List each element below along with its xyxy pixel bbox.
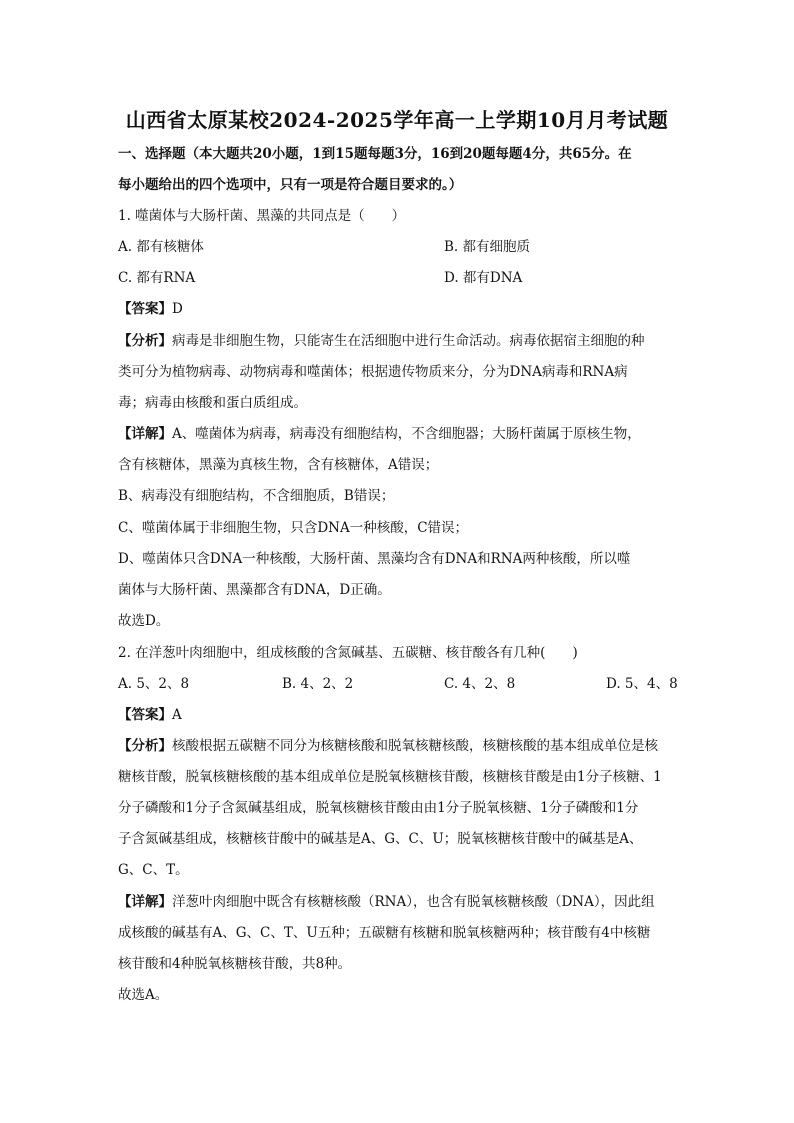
- question-2-analysis-line: 分子磷酸和1分子含氮碱基组成，脱氧核糖核苷酸由由1分子脱氧核糖、1分子磷酸和1分: [118, 800, 639, 816]
- analysis-text: 核酸根据五碳糖不同分为核糖核酸和脱氧核糖核酸，核糖核酸的基本组成单位是核: [172, 738, 658, 754]
- question-2-analysis-line: G、C、T。: [118, 862, 189, 878]
- question-1-detail-line: D、噬菌体只含DNA一种核酸，大肠杆菌、黑藻均含有DNA和RNA两种核酸，所以噬: [118, 551, 631, 567]
- analysis-tag: 【分析】: [118, 333, 172, 349]
- question-1-answer: [118, 299, 698, 319]
- question-1-detail-line: B、病毒没有细胞结构，不含细胞质，B错误；: [118, 488, 395, 504]
- answer-tag: 【答案】: [118, 301, 172, 317]
- question-1-detail-line: [118, 424, 698, 444]
- question-2-detail-line: 核苷酸和4种脱氧核糖核苷酸，共8种。: [118, 956, 352, 972]
- question-2-detail-line: [118, 892, 698, 912]
- detail-tag: 【详解】: [118, 894, 172, 910]
- question-2-detail-line: 成核酸的碱基有A、G、C、T、U五种；五碳糖有核糖和脱氧核糖两种；核苷酸有4中核糖: [118, 925, 651, 941]
- section-heading-line-1: 一、选择题（本大题共20小题，1到15题每题3分，16到20题每题4分，共65分。在: [118, 146, 632, 162]
- detail-text: A、噬菌体为病毒，病毒没有细胞结构，不含细胞器；大肠杆菌属于原核生物，: [172, 426, 641, 442]
- analysis-text: 病毒是非细胞生物，只能寄生在活细胞中进行生命活动。病毒依据宿主细胞的种: [172, 333, 645, 349]
- question-2-analysis-line: 子含氮碱基组成，核糖核苷酸中的碱基是A、G、C、U；脱氧核糖核苷酸中的碱基是A、: [118, 831, 643, 847]
- detail-tag: 【详解】: [118, 426, 172, 442]
- question-1-option-c: C. 都有RNA: [118, 270, 196, 286]
- question-1-stem: 1. 噬菌体与大肠杆菌、黑藻的共同点是（ ）: [118, 208, 406, 224]
- question-1-detail-line: 菌体与大肠杆菌、黑藻都含有DNA，D正确。: [118, 582, 391, 598]
- detail-text: 洋葱叶肉细胞中既含有核糖核酸（RNA），也含有脱氧核糖核酸（DNA），因此组: [172, 894, 655, 910]
- question-1-option-b: B. 都有细胞质: [444, 239, 531, 255]
- question-1-analysis-line: [118, 331, 698, 351]
- question-2-option-b: B. 4、2、2: [282, 676, 354, 692]
- answer-value: A: [172, 707, 182, 723]
- analysis-tag: 【分析】: [118, 738, 172, 754]
- question-2-stem: 2. 在洋葱叶肉细胞中，组成核酸的含氮碱基、五碳糖、核苷酸各有几种( ): [118, 645, 578, 661]
- question-2-answer: [118, 705, 698, 725]
- question-2-conclusion: 故选A。: [118, 987, 169, 1003]
- question-2-option-c: C. 4、2、8: [444, 676, 516, 692]
- page-title: 山西省太原某校2024-2025学年高一上学期10月月考试题: [125, 108, 669, 132]
- question-1-option-d: D. 都有DNA: [444, 270, 523, 286]
- answer-tag: 【答案】: [118, 707, 172, 723]
- question-1-analysis-line: 毒；病毒由核酸和蛋白质组成。: [118, 395, 307, 411]
- question-2-option-a: A. 5、2、8: [118, 676, 190, 692]
- question-1-detail-line: C、噬菌体属于非细胞生物，只含DNA一种核酸，C错误；: [118, 520, 469, 536]
- question-1-detail-line: 含有核糖体，黑藻为真核生物，含有核糖体，A错误；: [118, 457, 439, 473]
- question-2-analysis-line: [118, 736, 698, 756]
- question-2-option-d: D. 5、4、8: [606, 676, 678, 692]
- question-1-option-a: A. 都有核糖体: [118, 239, 204, 255]
- question-2-analysis-line: 糖核苷酸，脱氧核糖核酸的基本组成单位是脱氧核糖核苷酸，核糖核苷酸是由1分子核糖、1: [118, 769, 662, 785]
- section-heading-line-2: 每小题给出的四个选项中，只有一项是符合题目要求的。）: [118, 177, 463, 193]
- answer-value: D: [172, 301, 183, 317]
- question-1-analysis-line: 类可分为植物病毒、动物病毒和噬菌体；根据遗传物质来分，分为DNA病毒和RNA病: [118, 364, 628, 380]
- question-1-conclusion: 故选D。: [118, 613, 170, 629]
